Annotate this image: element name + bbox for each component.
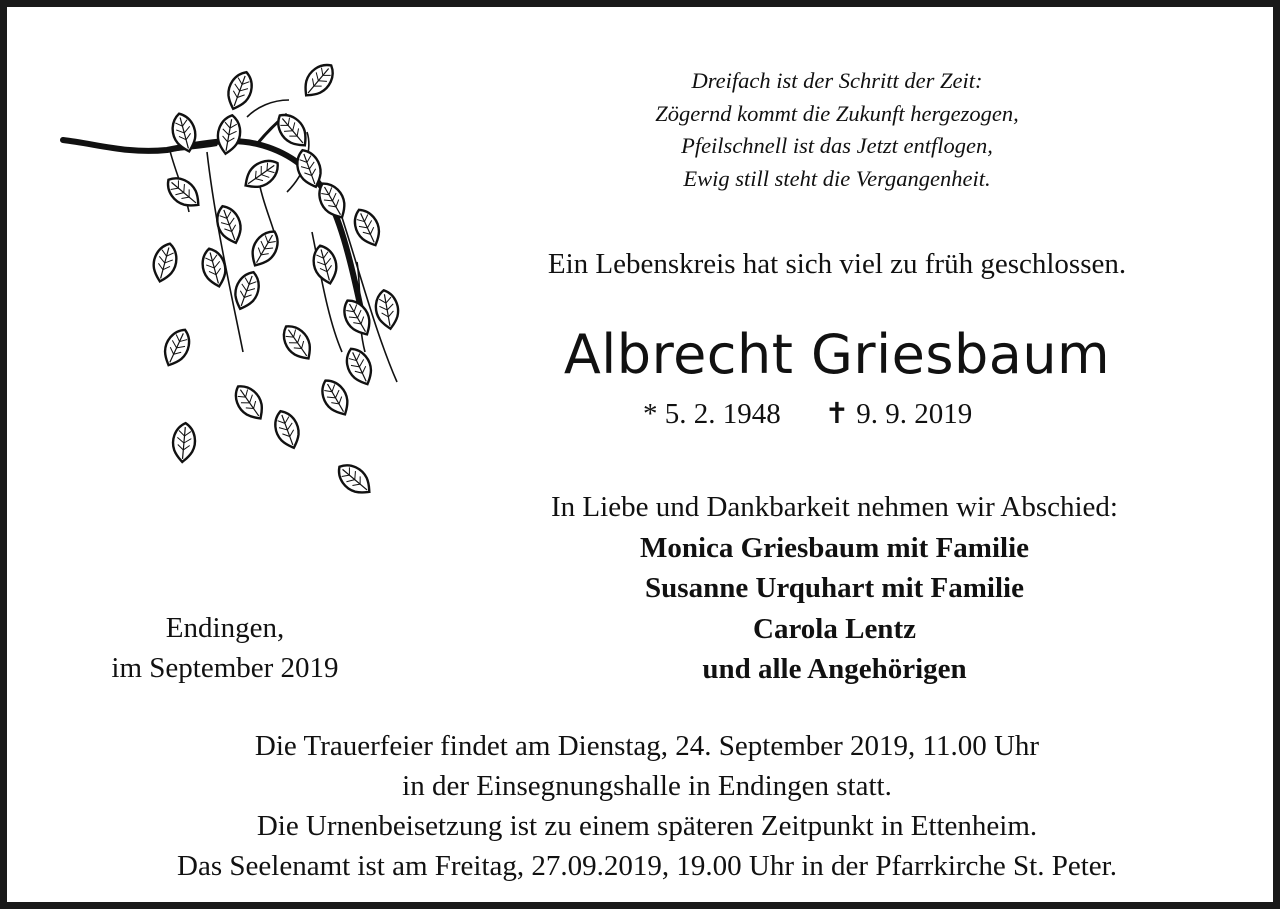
service-line: Die Trauerfeier findet am Dienstag, 24. September 2019, 11.00 Uhr [254,730,1040,762]
place-line: Endingen, [165,612,285,644]
mourner-name: Monica Griesbaum mit Familie [639,531,1030,564]
birch-branch-icon [57,52,417,512]
farewell-line: In Liebe und Dankbarkeit nehmen wir Abschied: [551,491,1118,523]
poem-line: Dreifach ist der Schritt der Zeit: [691,68,983,93]
mourner-name: Carola Lentz [753,612,916,645]
mourner-name: Susanne Urquhart mit Familie [645,572,1024,604]
poem [477,65,1197,195]
service-line: Das Seelenamt ist am Freitag, 27.09.2019, 19.00 Uhr in der Pfarrkirche St. Peter. [177,850,1117,882]
service-line: Die Urnenbeisetzung ist zu einem späteren Zeitpunkt in Ettenheim. [256,810,1038,842]
poem-line: Pfeilschnell ist das Jetzt entflogen, [681,133,993,158]
death-date: ✝ 9. 9. 2019 [824,398,973,430]
poem-line: Zögernd kommt die Zukunft hergezogen, [655,100,1019,126]
deceased-name: Albrecht Griesbaum [563,323,1111,386]
birth-date: * 5. 2. 1948 [643,398,781,430]
poem-line: Ewig still steht die Vergangenheit. [683,165,991,191]
service-line: in der Einsegnungshalle in Endingen statt. [402,770,892,802]
date-line: im September 2019 [111,652,339,684]
farewell-section [447,487,1222,690]
mourner-name: und alle Angehörigen [702,653,967,685]
place-and-date [55,608,395,688]
service-info [27,726,1267,886]
life-dates [643,396,972,432]
intro-line: Ein Lebenskreis hat sich viel zu früh geschlossen. [547,248,1127,280]
